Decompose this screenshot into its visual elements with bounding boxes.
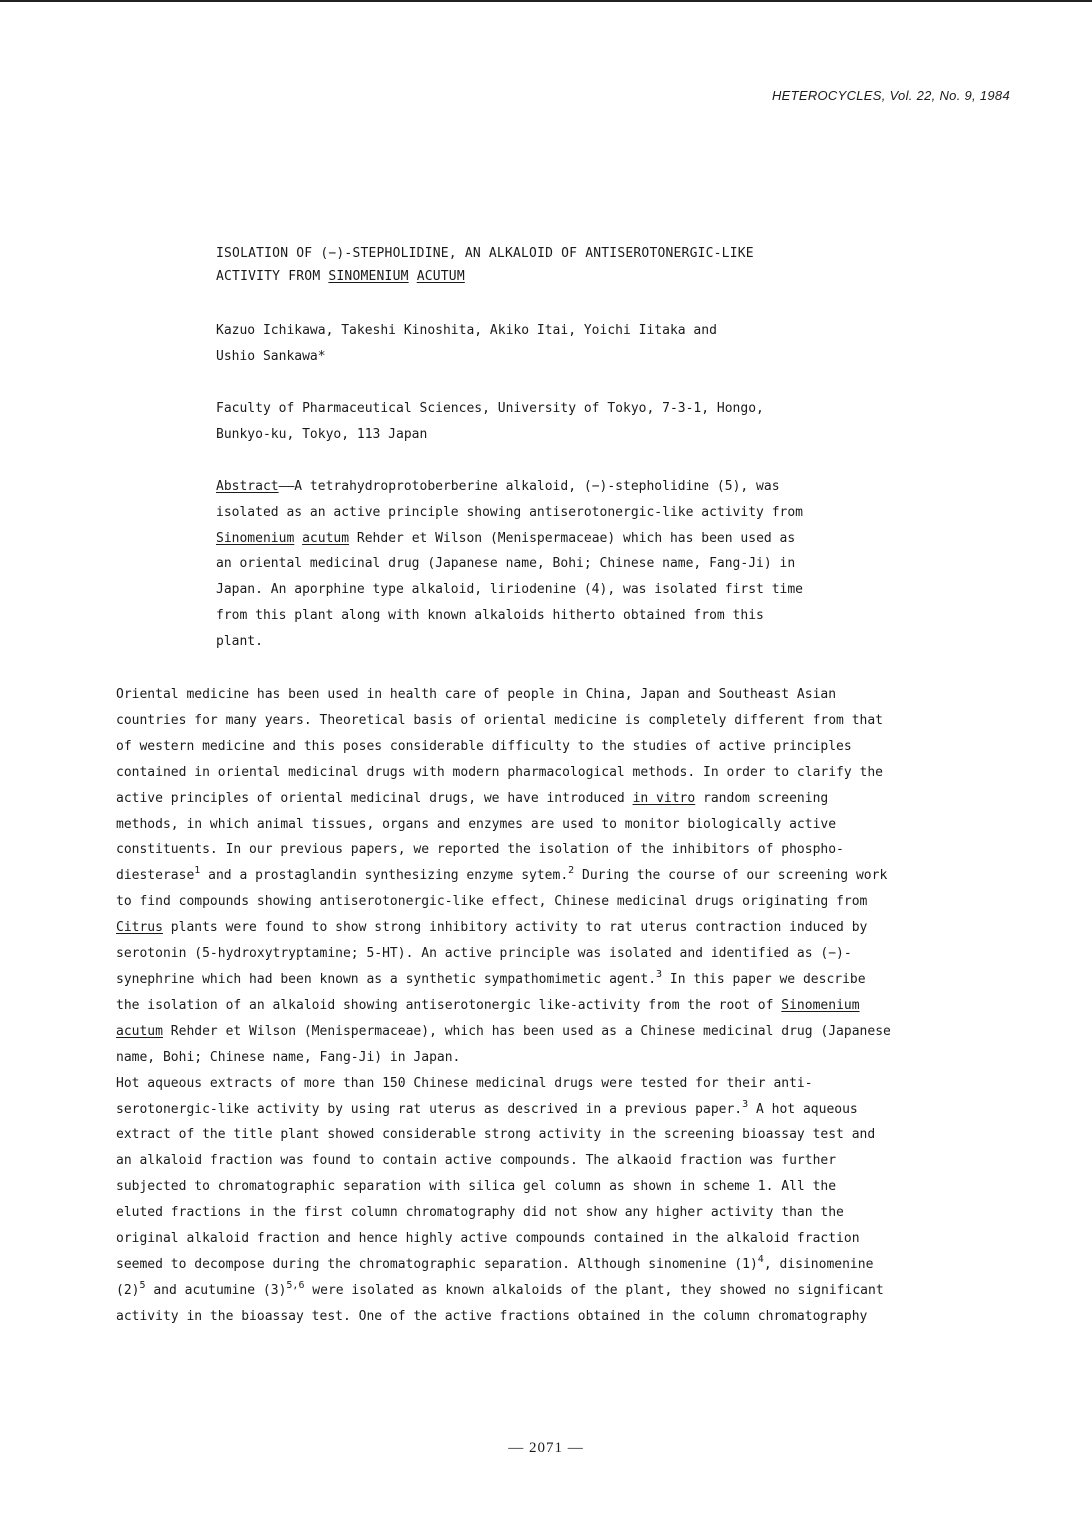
reference-superscript: 3 <box>742 1098 749 1110</box>
abstract-line-7: plant. <box>216 633 263 649</box>
body-line: constituents. In our previous papers, we reported the isolation of the inhibitors of phospho- <box>116 842 844 858</box>
page-number: — 2071 — <box>508 1440 584 1456</box>
authors-line-2: Ushio Sankawa* <box>216 349 326 364</box>
body-line: acutum Rehder et Wilson (Menispermaceae), which has been used as a Chinese medicinal drug (Japanese <box>116 1023 891 1039</box>
body-line: methods, in which animal tissues, organs and enzymes are used to monitor biologically active <box>116 816 837 832</box>
abstract-line-2: isolated as an active principle showing antiserotonergic-like activity from <box>216 504 803 520</box>
article-title <box>216 242 754 288</box>
body-line: Hot aqueous extracts of more than 150 Chinese medicinal drugs were tested for their anti- <box>116 1075 813 1091</box>
authors-line-1: Kazuo Ichikawa, Takeshi Kinoshita, Akiko Itai, Yoichi Iitaka and <box>216 323 717 338</box>
title-line-1: ISOLATION OF (−)-STEPHOLIDINE, AN ALKALOID OF ANTISEROTONERGIC-LIKE <box>216 246 754 261</box>
body-line: $(2)^5$ and acutumine $(3)^{5,6}$ were isolated as known alkaloids of the plant, they showed no significant <box>116 1279 884 1298</box>
body-line: seemed to decompose during the chromatographic separation. Although sinomenine $(1)^4$, disinomenine <box>116 1253 874 1272</box>
body-line: countries for many years. Theoretical basis of oriental medicine is completely different from that <box>116 712 884 728</box>
abstract-line-1: Abstract——A tetrahydroprotoberberine alkaloid, (−)-stepholidine (5), was <box>216 479 780 494</box>
title-genus: SINOMENIUM <box>328 269 409 284</box>
body-text <box>116 682 976 1330</box>
body-line: diesterase$^1$ and a prostaglandin synthesizing enzyme sytem.$^2$ During the course of our screening work <box>116 865 888 884</box>
reference-superscript: 5 <box>139 1279 146 1291</box>
reference-superscript: 5,6 <box>286 1279 305 1291</box>
reference-superscript: 3 <box>656 968 663 980</box>
abstract-line-3: Sinomenium acutum Rehder et Wilson (Menispermaceae) which has been used as <box>216 530 796 546</box>
body-line: Oriental medicine has been used in health care of people in China, Japan and Southeast Asian <box>116 687 837 702</box>
body-line: active principles of oriental medicinal drugs, we have introduced in vitro random screening <box>116 790 829 806</box>
body-line: an alkaloid fraction was found to contain active compounds. The alkaoid fraction was further <box>116 1153 837 1169</box>
body-line: to find compounds showing antiserotonergic-like effect, Chinese medicinal drugs originating from <box>116 894 868 910</box>
body-line: serotonergic-like activity by using rat uterus as descrived in a previous paper.$^3$ A hot aqueous <box>116 1098 858 1117</box>
abstract-label: Abstract <box>216 479 279 494</box>
affiliation-line-2: Bunkyo-ku, Tokyo, 113 Japan <box>216 427 428 442</box>
body-line: eluted fractions in the first column chromatography did not show any higher activity than the <box>116 1205 844 1221</box>
author-list <box>216 318 717 370</box>
body-line: the isolation of an alkaloid showing antiserotonergic like-activity from the root of Sinomenium <box>116 997 860 1013</box>
body-line: activity in the bioassay test. One of the active fractions obtained in the column chromatography <box>116 1308 868 1324</box>
body-line: extract of the title plant showed considerable strong activity in the screening bioassay test and <box>116 1127 876 1143</box>
page-top-border <box>0 0 1092 2</box>
affiliation <box>216 396 764 448</box>
affiliation-line-1: Faculty of Pharmaceutical Sciences, University of Tokyo, 7-3-1, Hongo, <box>216 401 764 416</box>
abstract-line-6: from this plant along with known alkaloids hitherto obtained from this <box>216 607 764 623</box>
journal-header: HETEROCYCLES, Vol. 22, No. 9, 1984 <box>771 88 1010 103</box>
body-line: serotonin (5-hydroxytryptamine; 5-HT). An active principle was isolated and identified as (−)- <box>116 946 852 962</box>
body-line: contained in oriental medicinal drugs with modern pharmacological methods. In order to clarify the <box>116 764 884 780</box>
abstract <box>216 474 876 655</box>
reference-superscript: 4 <box>757 1253 764 1265</box>
reference-superscript: 2 <box>568 865 575 877</box>
body-line: of western medicine and this poses considerable difficulty to the studies of active principles <box>116 738 852 754</box>
title-species: ACUTUM <box>416 269 465 284</box>
body-line: synephrine which had been known as a synthetic sympathomimetic agent.$^3$ In this paper we describe <box>116 968 866 987</box>
body-line: original alkaloid fraction and hence highly active compounds contained in the alkaloid fraction <box>116 1231 860 1247</box>
body-line: name, Bohi; Chinese name, Fang-Ji) in Japan. <box>116 1049 461 1065</box>
abstract-line-4: an oriental medicinal drug (Japanese name, Bohi; Chinese name, Fang-Ji) in <box>216 556 796 572</box>
title-line-2: ACTIVITY FROM SINOMENIUM ACUTUM <box>216 269 465 284</box>
abstract-line-5: Japan. An aporphine type alkaloid, liriodenine (4), was isolated first time <box>216 582 803 598</box>
body-line: subjected to chromatographic separation with silica gel column as shown in scheme 1. All the <box>116 1179 837 1195</box>
reference-superscript: 1 <box>194 865 201 877</box>
body-line: Citrus plants were found to show strong inhibitory activity to rat uterus contraction induced by <box>116 920 868 936</box>
